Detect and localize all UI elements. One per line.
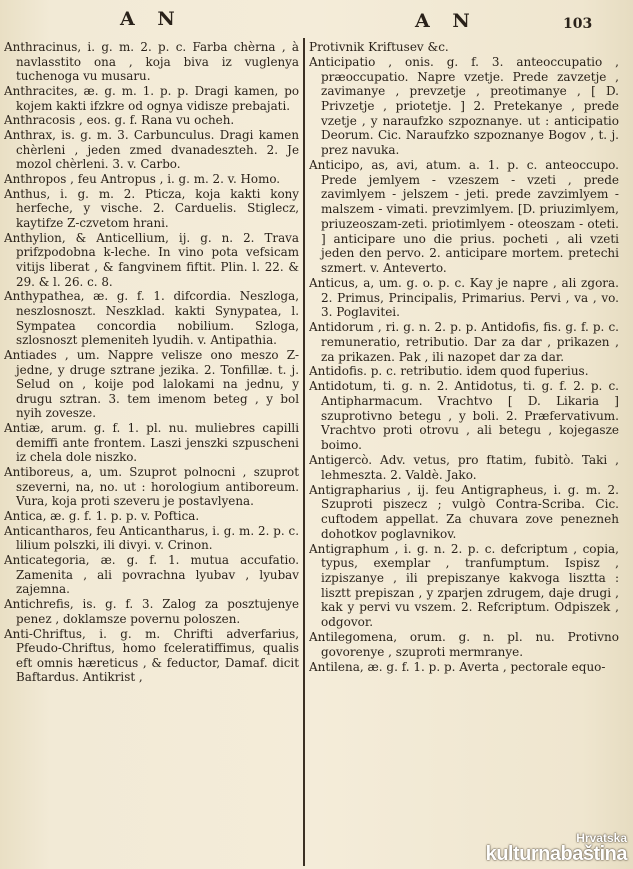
- dictionary-entry: Antiæ, arum. g. f. 1. pl. nu. muliebres capilli demiffi ante frontem. Laszi jenszki szpuscheni iz chela dole niszko.: [4, 421, 299, 465]
- dictionary-entry: Anticantharos, feu Anticantharus, i. g. m. 2. p. c. lilium polszki, ili divyi. v. Crinon.: [4, 523, 299, 553]
- dictionary-entry: Anthypathea, æ. g. f. 1. difcordia. Neszloga, neszlosnoszt. Neszklad. kakti Synypatea, l. Sympatea concordia nobilium. Szloga, szlosnoszt plemeniteh lyudih. v. Antipathia.: [4, 289, 299, 348]
- dictionary-entry: Protivnik Kriftusev &c.: [309, 40, 449, 54]
- left-column: [4, 40, 299, 869]
- watermark-logo: [486, 832, 627, 865]
- left-running-head: A N: [120, 8, 183, 30]
- dictionary-entry: Antilegomena, orum. g. n. pl. nu. Protivno govorenye , szuproti mermranye.: [309, 630, 619, 659]
- dictionary-entry: Anthracinus, i. g. m. 2. p. c. Farba chèrna , à navlasstito ona , koja biva iz vuglenya tuchenoga vu musaru.: [4, 40, 299, 84]
- dictionary-entry: Antica, æ. g. f. 1. p. p. v. Poftica.: [4, 509, 200, 524]
- dictionary-entry: Antilena, æ. g. f. 1. p. p. Averta , pectorale equo-: [309, 659, 606, 674]
- dictionary-entry: Antichrefis, is. g. f. 3. Zalog za posztujenye penez , doklamsze povernu poloszen.: [4, 597, 299, 626]
- watermark-line2: kulturnabaština: [485, 843, 627, 865]
- column-rule: [303, 38, 305, 866]
- dictionary-entry: Antigrapharius , ij. feu Antigrapheus, i. g. m. 2. Szuproti piszecz ; vulgò Contra-Scriba. Cic. cuftodem appellat. Za chuvara zove penezneh dohotkov poglavnikov.: [309, 482, 619, 541]
- right-column: [309, 40, 619, 869]
- dictionary-entry: Anthus, i. g. m. 2. Pticza, koja kakti kony herfeche, y vische. 2. Carduelis. Stiglecz, kaytifze Z-czvetom hrani.: [4, 186, 299, 231]
- dictionary-entry: Anticategoria, æ. g. f. 1. mutua accufatio. Zamenita , ali povrachna lyubav , lyubav zajemna.: [4, 553, 299, 597]
- dictionary-entry: Anthracosis , eos. g. f. Rana vu ocheh.: [4, 113, 235, 128]
- dictionary-entry: Anti-Chriftus, i. g. m. Chrifti adverfarius, Pfeudo-Chriftus, homo fceleratiffimus, qualis eft omnis hæreticus , & feductor, Damaf. dicit Baftardus. Antikrist ,: [4, 626, 299, 685]
- running-header: [0, 4, 633, 40]
- dictionary-entry: Anthropos , feu Antropus , i. g. m. 2. v. Homo.: [4, 172, 281, 187]
- dictionary-entry: Anticus, a, um. g. o. p. c. Kay je napre , ali zgora. 2. Primus, Principalis, Primarius. Pervi , va , vo. 3. Poglavitei.: [309, 275, 619, 320]
- page-number: 103: [563, 16, 593, 32]
- dictionary-entry: Antiboreus, a, um. Szuprot polnocni , szuprot szeverni, na, no. ut : horologium antiboreum. Vura, koja proti szeveru je postavlyena.: [4, 465, 299, 509]
- dictionary-entry: Anticipo, as, avi, atum. a. 1. p. c. anteoccupo. Prede jemlyem - vzeszem - vzeti , prede zavimlyem - jelszem - jeti. prede zavzimlyem - malszem - vimati. prevzimlyem. [D. priuzimlyem, priuzeoszam-zeti. priotimlyem - oteoszam - oteti. ] anticipare uno die prius. pocheti , ali vzeti jeden den pervo. 2. anticipare mortem. pretechi szmert. v. Anteverto.: [309, 158, 619, 275]
- right-running-head: A N: [415, 10, 478, 32]
- dictionary-entry: Antiades , um. Nappre velisze ono meszo Z-jedne, y druge sztrane jezika. 2. Tonfillæ. t. j. Selud on , koije pod lalokami na jednu, y drugu sztran. 3. tem imenom beteg , y bol nyih zovesze.: [4, 347, 299, 421]
- dictionary-entry: Anticipatio , onis. g. f. 3. anteoccupatio , præoccupatio. Napre vzetje. Prede zavzetje , zavimanye , prevzetje , preotimanye , [ D. Privzetje , priotetje. ] 2. Pretekanye , prede vzetje , y naraufzko szpoznanye. ut : anticipatio Deorum. Cic. Naraufzko szpoznanye Bogov , t. j. prez navuka.: [309, 54, 619, 158]
- dictionary-entry: Antidotum, ti. g. n. 2. Antidotus, ti. g. f. 2. p. c. Antipharmacum. Vrachtvo [ D. Likaria ] szuprotivno betegu , y boli. 2. Præfervativum. Vrachtvo proti otrovu , ali betegu , kojegasze boimo.: [309, 379, 619, 453]
- dictionary-entry: Anthrax, is. g. m. 3. Carbunculus. Dragi kamen chèrleni , jeden zmed dvanadeszteh. 2. Je mozol chèrleni. 3. v. Carbo.: [4, 128, 299, 172]
- dictionary-entry: Antigercò. Adv. vetus, pro ftatim, fubitò. Taki , lehmeszta. 2. Valdè. Jako.: [309, 453, 619, 482]
- dictionary-entry: Anthracites, æ. g. m. 1. p. p. Dragi kamen, po kojem kakti ifzkre od ognya vidisze prebajati.: [4, 83, 299, 113]
- watermark-line1: Hrvatska: [576, 831, 627, 845]
- dictionary-entry: Antidofis. p. c. retributio. idem quod fuperius.: [309, 364, 589, 379]
- dictionary-entry: Antidorum , ri. g. n. 2. p. p. Antidofis, fis. g. f. p. c. remuneratio, retributio. Dar za dar , prikazen , za prikazen. Pak , ili nazopet dar za dar.: [309, 320, 619, 364]
- dictionary-entry: Anthylion, & Anticellium, ij. g. n. 2. Trava prifzpodobna k-leche. In vino pota vefsicam vitijs liberat , & fangvinem fiftit. Plin. l. 22. & 29. & l. 26. c. 8.: [4, 230, 299, 289]
- dictionary-entry: Antigraphum , i. g. n. 2. p. c. defcriptum , copia, typus, exemplar , tranfumptum. Ispisz , izpiszanye , ili prepiszanye kakvoga lisztta : lisztt prepiszan , y zparjen zdrugem, daje drugi , kak y pervi vu vszem. 2. Refcriptum. Odpiszek , odgovor.: [309, 541, 619, 630]
